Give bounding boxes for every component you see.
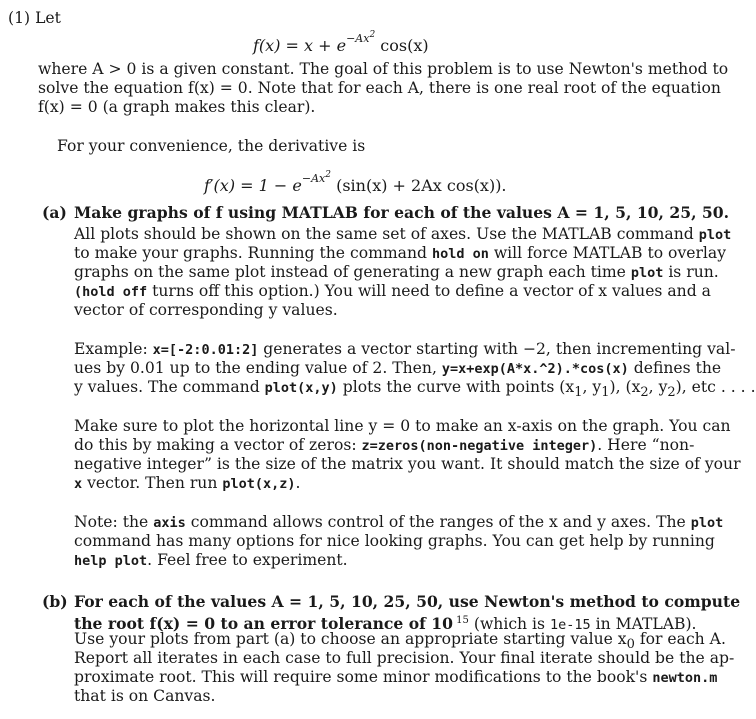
b-text-4: Use your plots from part (a) to choose an appropriate starting value x	[74, 630, 627, 648]
sub-x0: 0	[626, 637, 635, 653]
p2-text-2: generates a vector starting with −2, then incrementing val-	[258, 340, 736, 358]
part-b-line-5	[74, 668, 717, 688]
sub-2b: 2	[667, 385, 676, 401]
p3-text-2: . Here “non-	[597, 436, 695, 454]
part-a-label: (a)	[42, 203, 67, 222]
p2-text-1: Example:	[74, 340, 153, 358]
problem-intro-word: Let	[35, 9, 61, 27]
code-1e-15: 1e-15	[550, 617, 591, 634]
part-a-p4-line-2: command has many options for nice looking graphs. You can get help by running	[74, 532, 715, 550]
p1-text-1: All plots should be shown on the same set of axes. Use the MATLAB command	[74, 225, 699, 243]
part-a-p3-line-1: Make sure to plot the horizontal line y = 0 to make an x-axis on the graph. You can	[74, 417, 731, 435]
code-zeros: z=zeros(non-negative integer)	[361, 438, 598, 454]
code-x: x	[74, 476, 83, 492]
code-hold-off: (hold off	[74, 284, 148, 300]
code-plot-3: plot	[690, 515, 724, 531]
part-a-p2-line-3	[74, 378, 756, 402]
part-a-p3-line-3: negative integer” is the size of the matrix you want. It should match the size of your	[74, 455, 741, 473]
eq1-lhs: f(x) = x + e	[253, 36, 347, 55]
eq1-exponent-square: 2	[369, 30, 376, 40]
intro-line-2: solve the equation f(x) = 0. Note that for each A, there is one real root of the equation	[38, 79, 721, 97]
b-text-3: in MATLAB).	[590, 615, 697, 634]
eq2-rhs: (sin(x) + 2Ax cos(x)).	[330, 176, 507, 195]
eq2-exponent-square: 2	[325, 170, 331, 180]
part-a-p3-line-4	[74, 474, 300, 494]
code-plot-xy: plot(x,y)	[264, 380, 338, 396]
eq2-exponent-text: −Ax	[301, 172, 326, 185]
p1-text-5: is run.	[663, 263, 719, 281]
code-axis: axis	[153, 515, 186, 531]
p3-text-3: vector. Then run	[82, 474, 223, 492]
code-y-vector: y=x+exp(A*x.^2).*cos(x)	[441, 361, 629, 377]
problem-number: (1)	[8, 9, 31, 27]
p3-text-4: .	[295, 474, 301, 492]
p1-text-6: turns off this option.) You will need to define a vector of x values and a	[147, 282, 711, 300]
intro-line-1: where A > 0 is a given constant. The goal of this problem is to use Newton's method to	[38, 60, 729, 78]
b-text-6: proximate root. This will require some minor modifications to the book's	[74, 668, 653, 686]
code-newton-m: newton.m	[652, 670, 718, 686]
function-equation	[253, 30, 429, 55]
derivative-equation	[204, 170, 507, 195]
b-bold-text-1: the root f(x) = 0 to an error tolerance of 10	[74, 614, 453, 634]
p2-text-6: plots the curve with points (x	[337, 378, 575, 396]
p2-text-7: , y	[582, 378, 602, 396]
part-a-p1-line-1	[74, 225, 731, 245]
b-text-5: for each A.	[634, 630, 726, 648]
sub-1b: 1	[601, 385, 610, 401]
part-b-label: (b)	[42, 592, 68, 611]
code-plot-xz: plot(x,z)	[222, 476, 296, 492]
p2-text-9: , y	[648, 378, 668, 396]
p3-text-1: do this by making a vector of zeros:	[74, 436, 362, 454]
p1-text-4: graphs on the same plot instead of generating a new graph each time	[74, 263, 631, 281]
part-a-p2-line-2	[74, 359, 721, 379]
p4-text-2: command allows control of the ranges of the x and y axes. The	[185, 513, 691, 531]
b-text-2: (which is	[468, 615, 551, 634]
code-hold-on: hold on	[431, 246, 489, 262]
eq1-exponent	[346, 32, 375, 45]
code-x-vector: x=[-2:0.01:2]	[152, 342, 259, 358]
p1-text-3: will force MATLAB to overlay	[488, 244, 727, 262]
part-a-heading: Make graphs of f using MATLAB for each of the values A = 1, 5, 10, 25, 50.	[74, 203, 730, 222]
eq2-lhs: f′(x) = 1 − e	[204, 176, 302, 195]
code-plot-1: plot	[698, 227, 732, 243]
p2-text-3: ues by 0.01 up to the ending value of 2. Then,	[74, 359, 442, 377]
b-tolerance-exponent: 15	[453, 615, 469, 626]
problem-header	[8, 9, 61, 28]
eq2-exponent	[302, 172, 331, 185]
p2-text-8: ), (x	[609, 378, 641, 396]
part-b-line-6: that is on Canvas.	[74, 687, 216, 705]
part-a-p1-line-5: vector of corresponding y values.	[74, 301, 338, 319]
sub-2a: 2	[640, 385, 649, 401]
part-a-p2-line-1	[74, 340, 735, 360]
intro-line-3: f(x) = 0 (a graph makes this clear).	[38, 98, 316, 116]
derivative-intro: For your convenience, the derivative is	[57, 137, 366, 155]
p4-text-3: . Feel free to experiment.	[147, 551, 348, 569]
part-b-heading-line-1: For each of the values A = 1, 5, 10, 25, 50, use Newton's method to compute	[74, 592, 741, 611]
part-a-p3-line-2	[74, 436, 694, 456]
part-a-p1-line-4	[74, 282, 711, 302]
p1-text-2: to make your graphs. Running the command	[74, 244, 432, 262]
eq1-exponent-text: −Ax	[346, 32, 370, 45]
part-b-line-4: Report all iterates in each case to full precision. Your final iterate should be the ap-	[74, 649, 735, 667]
part-a-p1-line-3	[74, 263, 719, 283]
part-a-p4-line-3	[74, 551, 348, 571]
p2-text-4: defines the	[628, 359, 722, 377]
sub-1a: 1	[574, 385, 583, 401]
eq1-rhs: cos(x)	[375, 36, 429, 55]
code-plot-2: plot	[630, 265, 664, 281]
p2-text-5: y values. The command	[74, 378, 265, 396]
p2-text-10: ), etc . . . .	[675, 378, 756, 396]
part-a-p4-line-1	[74, 513, 723, 533]
code-help-plot: help plot	[74, 553, 148, 569]
p4-text-1: Note: the	[74, 513, 154, 531]
part-a-p1-line-2	[74, 244, 726, 264]
